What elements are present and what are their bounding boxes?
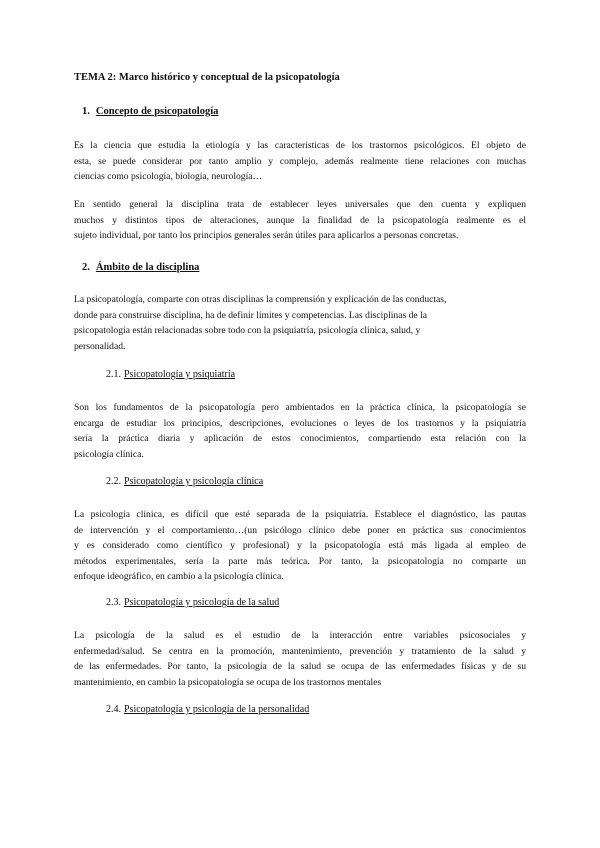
paragraph	[74, 507, 526, 585]
paragraph	[74, 628, 526, 690]
section-title: Concepto de psicopatología	[95, 106, 219, 117]
subsection-number: 2.2.	[106, 476, 121, 487]
text-line: de intervención y el comportamiento…(un psicólogo clínico debe poner en práctica sus conocimientos	[74, 524, 526, 536]
paragraph	[74, 138, 526, 185]
paragraph	[74, 292, 504, 354]
section-number: 2.	[82, 262, 90, 273]
subsection-number: 2.1.	[106, 369, 121, 380]
text-line: psicopatología están relacionadas sobre todo con la psiquiatría, psicología clínica, salud, y	[74, 325, 421, 337]
text-line: La psicología de la salud es el estudio de la interacción entre variables psicosociales y	[74, 630, 526, 641]
text-line: sería la práctica diaria y aplicación de estos conocimientos, compartiendo esta relación con la	[74, 433, 526, 445]
text-line: Son los fundamentos de la psicopatología pero ambientados en la práctica clínica, la psicopatología se	[74, 402, 526, 413]
text-line: personalidad.	[74, 340, 126, 352]
text-line: ciencias como psicología, biología, neurología…	[74, 171, 263, 183]
text-line: mantenimiento, en cambio la psicopatología se ocupa de los trastornos mentales	[74, 676, 382, 688]
text-line: enfermedad/salud. Se centra en la promoción, mantenimiento, prevención y tratamiento de la salud y	[74, 645, 526, 657]
text-line: enfoque ideográfico, en cambio a la psicología clínica.	[74, 571, 284, 583]
section-2-heading	[82, 262, 199, 273]
subsection-number: 2.4.	[106, 704, 121, 715]
section-number: 1.	[82, 106, 90, 117]
paragraph	[74, 400, 526, 462]
subsection-number: 2.3.	[106, 597, 121, 608]
subsection-2-4-heading	[106, 704, 309, 715]
subsection-title: Psicopatología y psicología de la personalidad	[124, 704, 310, 715]
text-line: donde para construirse disciplina, ha de definir límites y competencias. Las disciplinas de la	[74, 309, 427, 321]
text-line: esta, se puede considerar por tanto amplio y complejo, además realmente tiene relaciones con muchas	[74, 155, 526, 167]
text-line: de las enfermedades. Por tanto, la psicología de la salud se ocupa de las enfermedades físicas y de su	[74, 661, 526, 673]
subsection-2-2-heading	[106, 476, 263, 487]
text-line: métodos experimentales, sería la parte más teórica. Por tanto, la psicopatología no comparte un	[74, 555, 526, 567]
text-line: encarga de estudiar los principios, descripciones, evoluciones o leyes de los trastornos y la psiquiatría	[74, 417, 526, 429]
text-line: sujeto individual, por tanto los principios generales serán útiles para aplicarlos a personas concretas.	[74, 230, 459, 242]
text-line: Es la ciencia que estudia la etiología y las características de los trastornos psicológicos. El objeto de	[74, 140, 526, 151]
subsection-title: Psicopatología y psicología clínica	[124, 476, 264, 487]
subsection-2-1-heading	[106, 369, 235, 380]
section-1-heading	[82, 106, 218, 117]
text-line: muchos y distintos tipos de alteraciones, aunque la finalidad de la psicopatología realmente es el	[74, 214, 526, 226]
document-title: TEMA 2: Marco histórico y conceptual de la psicopatología	[74, 72, 340, 83]
subsection-2-3-heading	[106, 597, 279, 608]
text-line: En sentido general la disciplina trata de establecer leyes universales que den cuenta y expliquen	[74, 199, 526, 210]
text-line: psicología clínica.	[74, 448, 144, 460]
text-line: La psicopatología, comparte con otras disciplinas la comprensión y explicación de las conductas,	[74, 294, 447, 305]
paragraph	[74, 197, 526, 244]
text-line: y es considerado como científico y profesional) y la psicopatología está más ligada al empleo de	[74, 540, 526, 552]
subsection-title: Psicopatología y psiquiatría	[124, 369, 236, 380]
section-title: Ámbito de la disciplina	[95, 262, 200, 273]
text-line: La psicología clínica, es difícil que esté separada de la psiquiatría. Establece el diagnóstico, las pautas	[74, 509, 526, 520]
subsection-title: Psicopatología y psicología de la salud	[124, 597, 280, 608]
